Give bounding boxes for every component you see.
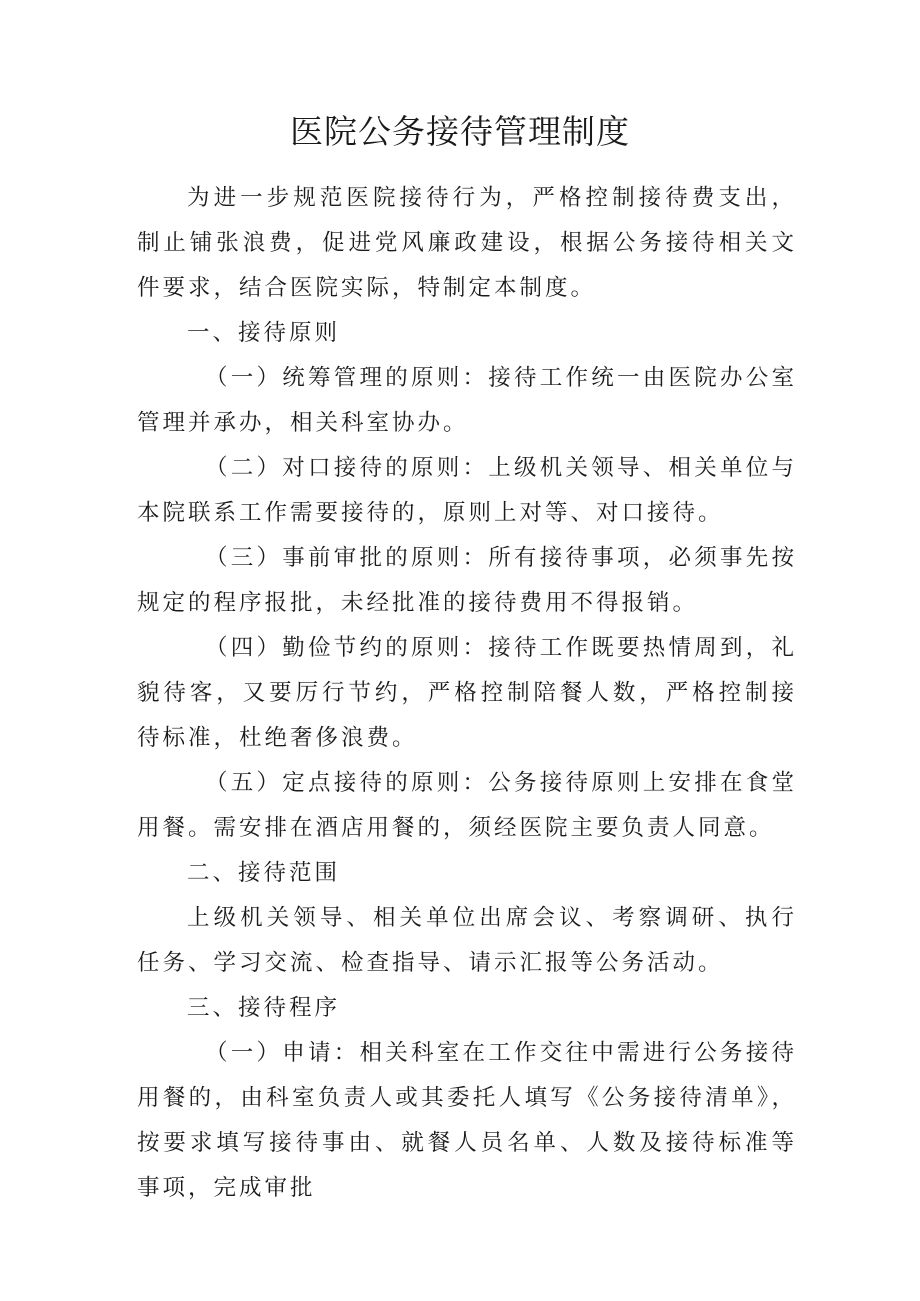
list-item: （三）事前审批的原则：所有接待事项，必须事先按规定的程序报批，未经批准的接待费用不得报销。 <box>137 545 797 616</box>
list-item: （二）对口接待的原则：上级机关领导、相关单位与本院联系工作需要接待的，原则上对等、对口接待。 <box>137 455 797 526</box>
intro-paragraph: 为进一步规范医院接待行为，严格控制接待费支出，制止铺张浪费，促进党风廉政建设，根据公务接待相关文件要求，结合医院实际，特制定本制度。 <box>137 185 797 301</box>
page-title: 医院公务接待管理制度 <box>290 112 630 151</box>
section-heading: 三、接待程序 <box>187 995 341 1021</box>
list-item: （四）勤俭节约的原则：接待工作既要热情周到，礼貌待客，又要厉行节约，严格控制陪餐人数，严格控制接待标准，杜绝奢侈浪费。 <box>137 635 797 751</box>
section-heading: 一、接待原则 <box>187 320 341 346</box>
list-item: （一）统筹管理的原则：接待工作统一由医院办公室管理并承办，相关科室协办。 <box>137 365 797 436</box>
section-paragraph: 上级机关领导、相关单位出席会议、考察调研、执行任务、学习交流、检查指导、请示汇报等公务活动。 <box>137 905 797 976</box>
list-item: （五）定点接待的原则：公务接待原则上安排在食堂用餐。需安排在酒店用餐的，须经医院主要负责人同意。 <box>137 770 797 841</box>
section-heading: 二、接待范围 <box>187 860 341 886</box>
document-body <box>137 176 797 1211</box>
list-item: （一）申请：相关科室在工作交往中需进行公务接待用餐的，由科室负责人或其委托人填写《公务接待清单》，按要求填写接待事由、就餐人员名单、人数及接待标准等事项，完成审批 <box>137 1040 797 1201</box>
